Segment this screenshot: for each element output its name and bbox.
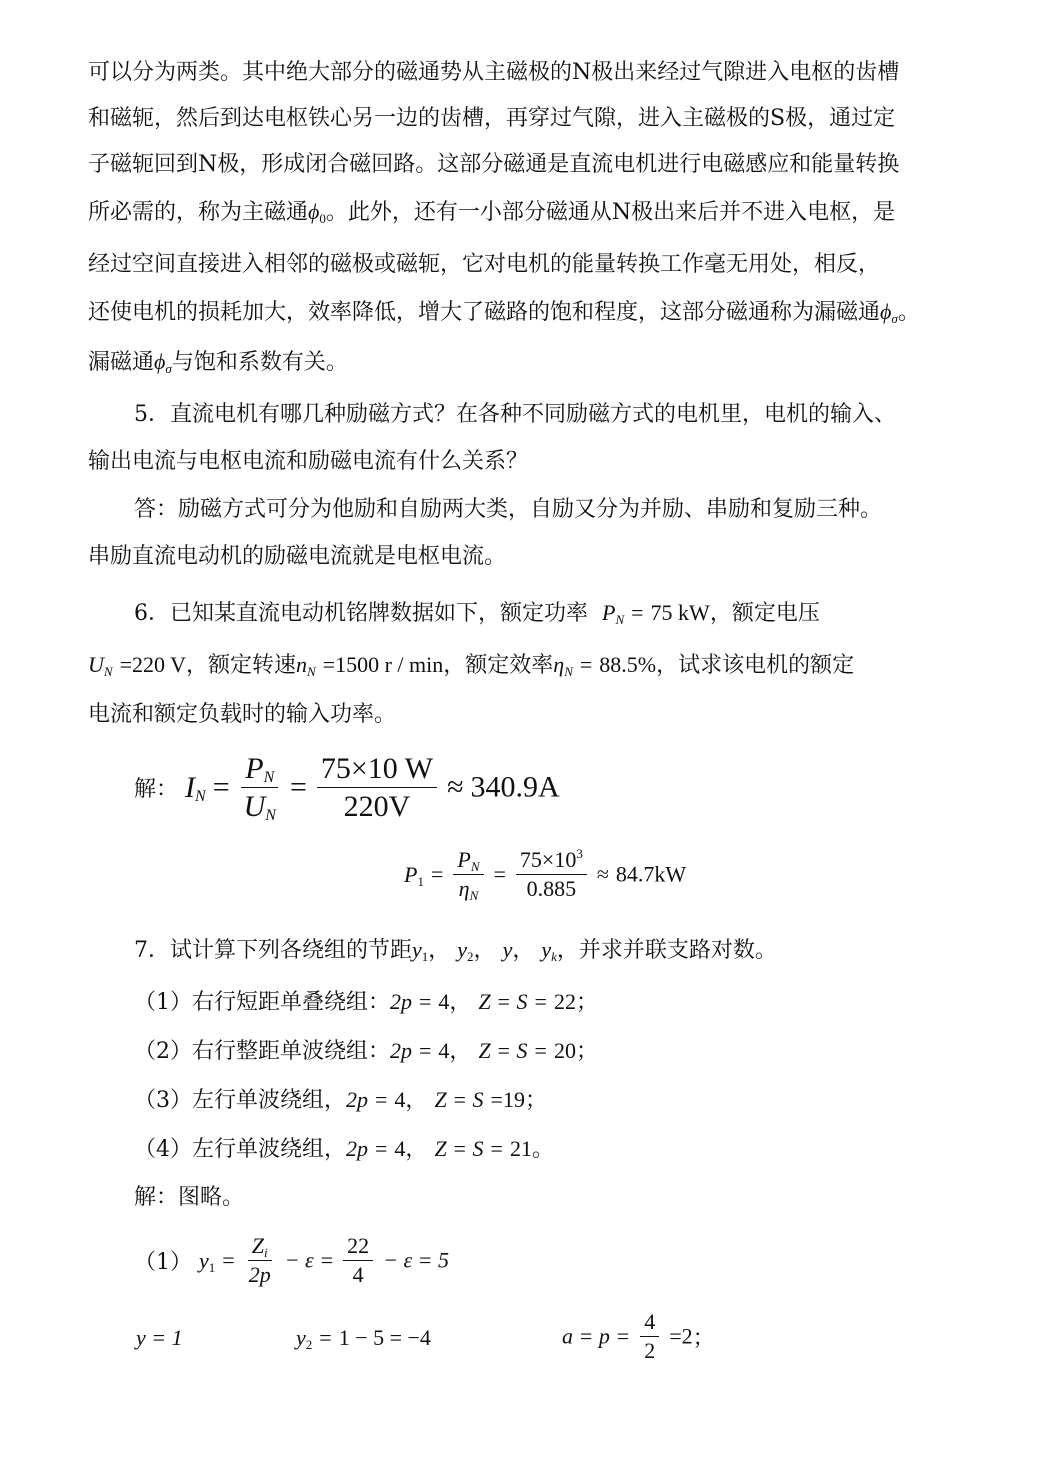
item-3: （3）左行单波绕组，2p = 4， Z = S =19；	[134, 1087, 547, 1113]
y2-result: $y_2 = 1 - 5 = -4$	[296, 1325, 431, 1352]
question-6: 6．已知某直流电动机铭牌数据如下，额定功率 $P_N = 75$ kW，额定电压	[134, 600, 820, 627]
answer-5-cont: 串励直流电动机的励磁电流就是电枢电流。	[88, 544, 507, 569]
a-result: a = p = $\frac{4}{2}$ =2；	[562, 1309, 715, 1364]
fraction: $\frac{4}{2}$	[640, 1310, 659, 1363]
y-result: y = 1	[136, 1325, 183, 1350]
item-1: （1）右行短距单叠绕组：2p = 4， Z = S = 22；	[134, 989, 598, 1015]
solution-7-1: （1） $y_1$ = $\frac{Z_i}{2p}$ − ε = $\frac{22}{4}$ − ε = 5	[134, 1233, 449, 1288]
item-2: （2）右行整距单波绕组：2p = 4， Z = S = 20；	[134, 1038, 598, 1064]
para-line: 子磁轭回到N极，形成闭合磁回路。这部分磁通是直流电机进行电磁感应和能量转换	[88, 152, 900, 177]
solution-IN: 解： $I_N$ = $\frac{P_N}{U_N}$ = $\frac{75\times 10 W}{220V}$ ≈ 340.9A	[134, 752, 560, 824]
para-line: 还使电机的损耗加大，效率降低，增大了磁路的饱和程度，这部分磁通称为漏磁通$\phi_\sigma$。	[88, 299, 920, 326]
leakage-flux-symbol: $\phi_\sigma$	[154, 349, 172, 376]
para-line: 漏磁通$\phi_\sigma$与饱和系数有关。	[88, 349, 348, 376]
fraction: $\frac{22}{4}$	[343, 1234, 373, 1287]
fraction: $\frac{P_N}{U_N}$	[240, 752, 280, 823]
para-line: 所必需的，称为主磁通$\phi_0$。此外，还有一小部分磁通从N极出来后并不进入电枢，是	[88, 199, 896, 226]
fraction: $\frac{P_N}{\eta_N}$	[453, 848, 483, 901]
question-5: 5．直流电机有哪几种励磁方式？在各种不同励磁方式的电机里，电机的输入、	[134, 402, 896, 427]
answer-5: 答：励磁方式可分为他励和自励两大类，自励又分为并励、串励和复励三种。	[134, 497, 883, 522]
leakage-flux-symbol: $\phi_\sigma$	[880, 299, 898, 326]
solution-P1: $P_1$ = $\frac{P_N}{\eta_N}$ = $\frac{75\times 10^3}{0.885}$ ≈ 84.7kW	[404, 846, 687, 904]
question-6-cont: 电流和额定负载时的输入功率。	[88, 702, 397, 727]
question-7: 7．试计算下列各绕组的节距$y_1$， $y_2$， y， $y_k$，并求并联支路对数。	[134, 937, 777, 964]
solution-7-label: 解：图略。	[134, 1185, 245, 1210]
question-5-cont: 输出电流与电枢电流和励磁电流有什么关系？	[88, 449, 529, 474]
para-line: 经过空间直接进入相邻的磁极或磁轭，它对电机的能量转换工作毫无用处，相反，	[88, 252, 881, 277]
main-flux-symbol: $\phi_0$	[308, 199, 326, 226]
fraction: $\frac{75\times 10 W}{220V}$	[317, 752, 437, 823]
para-line: 可以分为两类。其中绝大部分的磁通势从主磁极的N极出来经过气隙进入电枢的齿槽	[88, 60, 900, 85]
fraction: $\frac{Z_i}{2p}$	[248, 1233, 271, 1288]
fraction: $\frac{75\times 10^3}{0.885}$	[516, 848, 587, 901]
question-6-cont: $U_N =220$ V，额定转速$n_N =1500$ r / min，额定效率$\eta_N = 88.5\%$，试求该电机的额定	[88, 652, 855, 679]
item-4: （4）左行单波绕组，2p = 4， Z = S = 21。	[134, 1136, 554, 1162]
para-line: 和磁轭，然后到达电枢铁心另一边的齿槽，再穿过气隙，进入主磁极的S极，通过定	[88, 106, 896, 131]
